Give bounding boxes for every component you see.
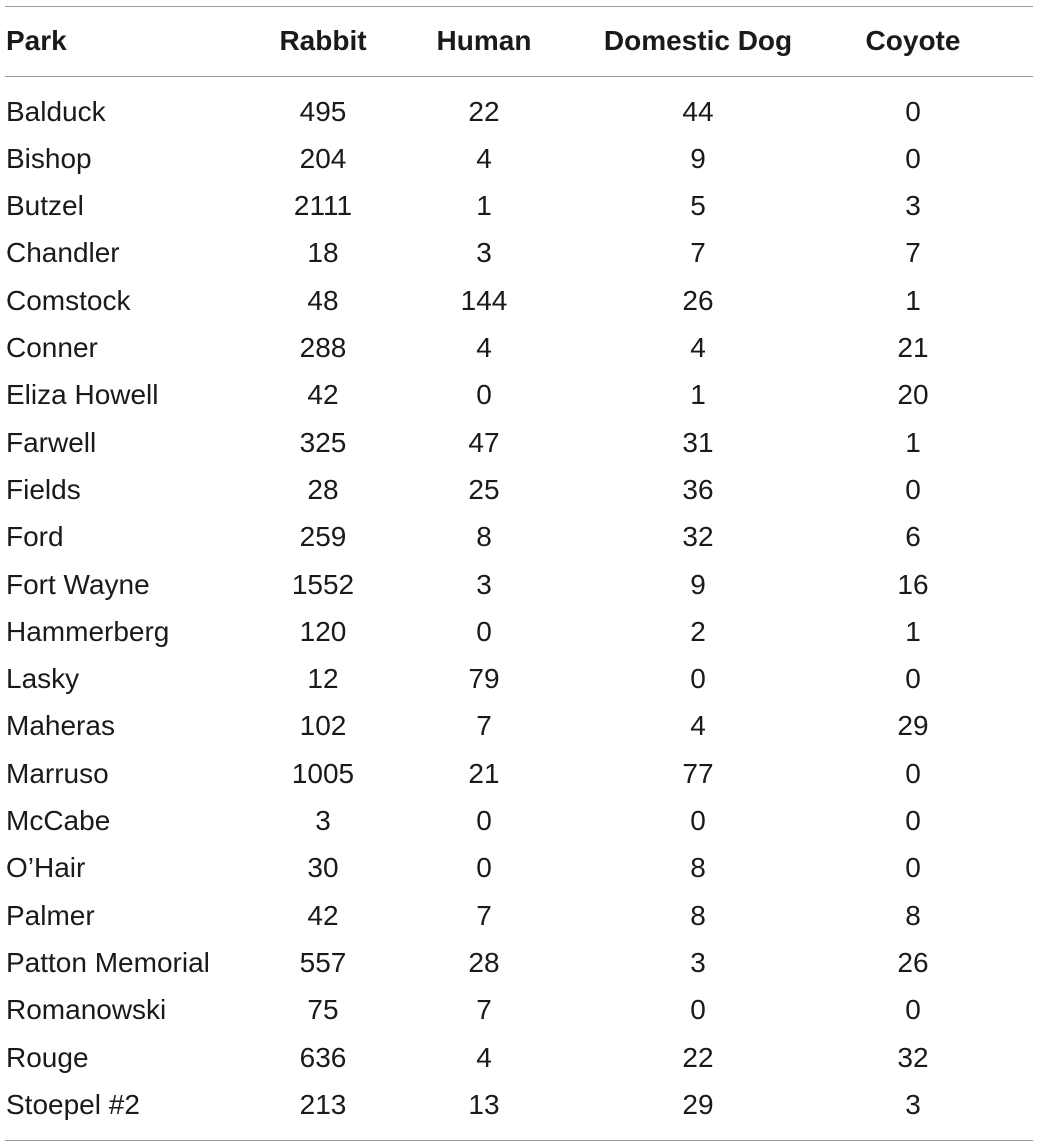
table-row xyxy=(0,372,1039,419)
cell-coyote: 0 xyxy=(905,663,921,695)
table-row xyxy=(0,939,1039,986)
cell-park: Hammerberg xyxy=(6,615,170,647)
cell-coyote: 29 xyxy=(897,710,929,742)
table-row xyxy=(0,135,1039,182)
cell-park: McCabe xyxy=(6,805,111,836)
cell-park: O’Hair xyxy=(6,852,86,884)
cell-domestic-dog: 44 xyxy=(682,95,714,127)
cell-domestic-dog: 0 xyxy=(690,805,706,836)
table-row xyxy=(0,845,1039,892)
header-human: Human xyxy=(436,25,532,56)
cell-rabbit: 30 xyxy=(307,852,339,884)
cell-human: 7 xyxy=(476,899,492,931)
cell-domestic-dog: 29 xyxy=(682,1088,714,1120)
table-row xyxy=(0,230,1039,277)
cell-domestic-dog: 0 xyxy=(690,663,706,695)
cell-coyote: 1 xyxy=(905,284,921,316)
header-rabbit: Rabbit xyxy=(279,25,367,56)
cell-park: Maheras xyxy=(6,710,115,742)
header-coyote: Coyote xyxy=(865,25,961,56)
cell-human: 0 xyxy=(476,379,492,411)
cell-park: Chandler xyxy=(6,237,120,269)
cell-rabbit: 12 xyxy=(307,663,339,695)
cell-park: Bishop xyxy=(6,142,92,174)
table-row xyxy=(0,987,1039,1034)
cell-domestic-dog: 0 xyxy=(690,994,706,1026)
cell-park: Stoepel #2 xyxy=(6,1088,140,1120)
cell-park: Lasky xyxy=(6,663,80,695)
cell-human: 8 xyxy=(476,521,492,553)
table-row xyxy=(0,1034,1039,1081)
cell-coyote: 0 xyxy=(905,95,921,127)
cell-rabbit: 28 xyxy=(307,473,339,505)
cell-rabbit: 1005 xyxy=(291,757,355,789)
table-row xyxy=(0,325,1039,372)
cell-coyote: 0 xyxy=(905,757,921,789)
cell-rabbit: 204 xyxy=(299,142,347,174)
cell-domestic-dog: 9 xyxy=(690,568,706,600)
cell-rabbit: 325 xyxy=(299,426,347,458)
cell-human: 4 xyxy=(476,142,492,174)
cell-coyote: 0 xyxy=(905,473,921,505)
cell-human: 3 xyxy=(476,237,492,269)
cell-human: 25 xyxy=(468,473,500,505)
cell-domestic-dog: 36 xyxy=(682,473,714,505)
cell-domestic-dog: 77 xyxy=(682,757,714,789)
cell-rabbit: 48 xyxy=(307,284,339,316)
table-row xyxy=(0,561,1039,608)
cell-park: Rouge xyxy=(6,1041,89,1073)
cell-park: Eliza Howell xyxy=(6,379,159,411)
cell-coyote: 0 xyxy=(905,852,921,884)
table-row xyxy=(0,88,1039,135)
cell-rabbit: 1552 xyxy=(291,568,355,600)
table-body xyxy=(0,88,1039,1128)
cell-coyote: 3 xyxy=(905,190,921,222)
cell-coyote: 20 xyxy=(897,379,929,411)
cell-human: 7 xyxy=(476,710,492,742)
top-rule xyxy=(5,6,1033,7)
table-row xyxy=(0,183,1039,230)
cell-coyote: 6 xyxy=(905,521,921,553)
cell-rabbit: 213 xyxy=(299,1088,347,1120)
cell-park: Butzel xyxy=(6,190,84,222)
cell-domestic-dog: 1 xyxy=(690,379,706,411)
cell-park: Marruso xyxy=(6,757,109,789)
cell-domestic-dog: 22 xyxy=(682,1041,714,1073)
cell-domestic-dog: 9 xyxy=(690,142,706,174)
cell-human: 79 xyxy=(468,663,500,695)
cell-rabbit: 75 xyxy=(307,994,339,1026)
header-park: Park xyxy=(6,25,67,56)
cell-domestic-dog: 32 xyxy=(682,521,714,553)
cell-human: 1 xyxy=(476,190,492,222)
cell-human: 13 xyxy=(468,1088,500,1120)
table-row xyxy=(0,514,1039,561)
header-domestic-dog: Domestic Dog xyxy=(603,25,793,56)
cell-park: Patton Memorial xyxy=(6,946,210,978)
cell-coyote: 8 xyxy=(905,899,921,931)
cell-rabbit: 120 xyxy=(299,615,347,647)
table-row xyxy=(0,608,1039,655)
cell-park: Fort Wayne xyxy=(6,568,150,600)
cell-human: 22 xyxy=(468,95,500,127)
cell-rabbit: 102 xyxy=(299,710,347,742)
cell-coyote: 16 xyxy=(897,568,929,600)
table-row xyxy=(0,656,1039,703)
cell-coyote: 7 xyxy=(905,237,921,269)
cell-coyote: 32 xyxy=(897,1041,929,1073)
cell-human: 0 xyxy=(476,852,492,884)
cell-human: 28 xyxy=(468,946,500,978)
table-row xyxy=(0,703,1039,750)
cell-coyote: 26 xyxy=(897,946,929,978)
header-rule xyxy=(5,76,1033,77)
cell-domestic-dog: 26 xyxy=(682,284,714,316)
cell-human: 3 xyxy=(476,568,492,600)
cell-human: 21 xyxy=(468,757,500,789)
cell-park: Romanowski xyxy=(6,994,167,1026)
cell-coyote: 3 xyxy=(905,1088,921,1120)
cell-rabbit: 2111 xyxy=(293,190,353,222)
cell-domestic-dog: 8 xyxy=(690,899,706,931)
cell-rabbit: 288 xyxy=(299,332,347,363)
cell-rabbit: 557 xyxy=(299,946,347,978)
cell-coyote: 21 xyxy=(897,332,929,363)
cell-domestic-dog: 2 xyxy=(690,615,706,647)
cell-rabbit: 259 xyxy=(299,521,347,553)
cell-human: 47 xyxy=(468,426,500,458)
cell-domestic-dog: 3 xyxy=(690,946,706,978)
cell-park: Farwell xyxy=(6,426,97,458)
table-row xyxy=(0,466,1039,513)
cell-coyote: 1 xyxy=(905,426,921,458)
cell-rabbit: 495 xyxy=(299,95,347,127)
table-row xyxy=(0,750,1039,797)
table-row xyxy=(0,277,1039,324)
table-row xyxy=(0,1081,1039,1128)
cell-human: 4 xyxy=(476,1041,492,1073)
cell-coyote: 0 xyxy=(905,805,921,836)
cell-park: Palmer xyxy=(6,899,95,931)
cell-human: 144 xyxy=(460,284,508,316)
cell-human: 4 xyxy=(476,332,492,363)
cell-park: Conner xyxy=(6,332,98,363)
cell-rabbit: 42 xyxy=(307,899,339,931)
table-header-row xyxy=(0,20,1039,62)
cell-park: Comstock xyxy=(6,284,131,316)
cell-coyote: 1 xyxy=(905,615,921,647)
cell-park: Ford xyxy=(6,521,64,553)
cell-rabbit: 42 xyxy=(307,379,339,411)
cell-domestic-dog: 4 xyxy=(690,332,706,363)
cell-human: 0 xyxy=(476,805,492,836)
cell-human: 7 xyxy=(476,994,492,1026)
cell-domestic-dog: 7 xyxy=(690,237,706,269)
cell-coyote: 0 xyxy=(905,994,921,1026)
cell-domestic-dog: 31 xyxy=(682,426,714,458)
cell-park: Fields xyxy=(6,473,81,505)
cell-rabbit: 3 xyxy=(315,805,331,836)
cell-human: 0 xyxy=(476,615,492,647)
table-row xyxy=(0,798,1039,845)
cell-domestic-dog: 8 xyxy=(690,852,706,884)
cell-domestic-dog: 4 xyxy=(690,710,706,742)
cell-rabbit: 18 xyxy=(307,237,339,269)
table-row xyxy=(0,892,1039,939)
cell-coyote: 0 xyxy=(905,142,921,174)
cell-rabbit: 636 xyxy=(299,1041,347,1073)
cell-park: Balduck xyxy=(6,95,106,127)
cell-domestic-dog: 5 xyxy=(690,190,706,222)
bottom-rule xyxy=(5,1140,1033,1141)
table-row xyxy=(0,419,1039,466)
